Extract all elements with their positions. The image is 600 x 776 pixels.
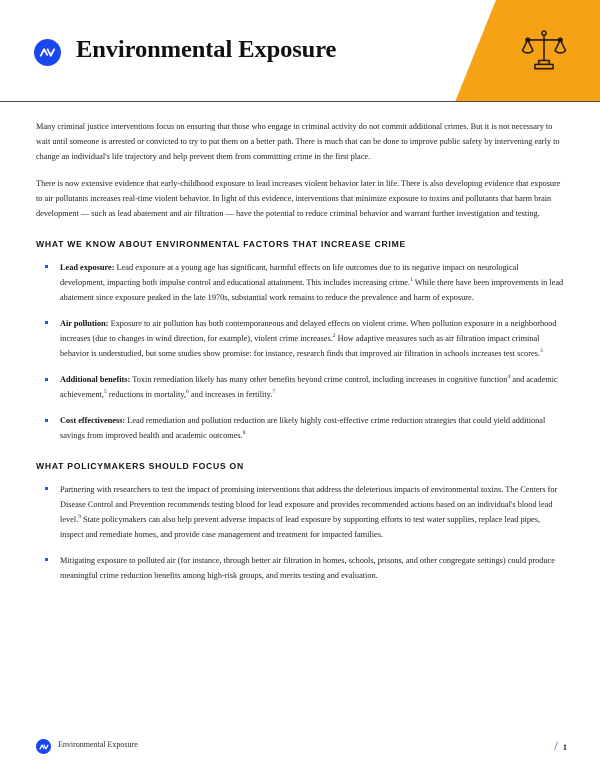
bullet-lead: Cost effectiveness: [60, 416, 126, 426]
list-item [36, 413, 564, 443]
footer-page-indicator [554, 738, 567, 754]
bullet-text: While there have been improvements in lead abatement since exposure peaked in the late 1970s, substantial work remains to reduce the prevalence and harm of exposure. [60, 277, 564, 302]
bullet-text: Mitigating exposure to polluted air (for instance, through better air filtration in homes, schools, prisons, and other congregate settings) could produce meaningful crime reduction benefits among high-risk groups, and merits testing and evaluation. [60, 555, 555, 580]
bullet-lead: Air pollution: [60, 318, 109, 328]
bullet-list-environmental-factors [36, 260, 564, 444]
bullet-marker-icon [45, 321, 48, 324]
page-title: Environmental Exposure [76, 36, 337, 63]
bullet-text: Toxin remediation likely has many other benefits beyond crime control, including increases in cognitive function [130, 375, 508, 385]
bullet-text: and increases in fertility. [188, 390, 273, 400]
bullet-text: and academic achievement, [60, 375, 558, 400]
list-item [36, 372, 564, 402]
bullet-text: Exposure to air pollution has both contemporaneous and delayed effects on violent crime. When pollution exposure in a neighborhood increases (due to changes in wind direction, for example), violent crime increases. [60, 318, 557, 343]
footnote-marker: 4 [507, 374, 511, 381]
intro-paragraph-1: Many criminal justice interventions focus on ensuring that those who engage in criminal activity do not commit additional crimes. But it is not necessary to wait until someone is arrested or convicted to try to put them on a better path. There is much that can be done to improve public safety by intervening early to change an individual's life trajectory and help prevent them from committing crime in the first place. [36, 122, 560, 162]
bullet-lead: Lead exposure: [60, 262, 115, 272]
list-item [36, 553, 564, 583]
footnote-marker: 6 [186, 389, 189, 396]
bullet-text: reductions in mortality, [106, 390, 186, 400]
header-divider [0, 101, 600, 102]
footnote-marker: 5 [104, 389, 107, 396]
bullet-text: Partnering with researchers to test the impact of promising interventions that address the deleterious impacts of environmental toxins. The Centers for Disease Control and Prevention recommends testing blood for lead exposure and provides recommended actions based on an individual's blood lead level. [60, 484, 558, 524]
list-item [36, 482, 564, 542]
footnote-marker: 1 [410, 276, 413, 283]
bullet-marker-icon [45, 419, 48, 422]
list-item [36, 316, 564, 361]
footer-page-number: 1 [562, 743, 567, 752]
list-item [36, 260, 564, 305]
bullet-lead: Additional benefits: [60, 375, 131, 385]
footnote-marker: 3 [539, 348, 543, 355]
scales-of-justice-icon [521, 27, 567, 73]
document-body [36, 119, 564, 583]
intro-paragraph-2: There is now extensive evidence that early-childhood exposure to lead increases violent behavior later in life. There is also developing evidence that exposure to air pollutants increases real-time violent behavior. In light of this evidence, interventions that minimize exposure to toxins and pollutants that harm brain development — such as lead abatement and air filtration — have the potential to reduce criminal behavior and warrant further investigation and testing. [36, 179, 561, 219]
footnote-marker: 2 [332, 333, 336, 340]
section-heading-environmental-factors: WHAT WE KNOW ABOUT ENVIRONMENTAL FACTORS THAT INCREASE CRIME [36, 238, 406, 249]
bullet-text: Lead exposure at a young age has significant, harmful effects on life outcomes due to its negative impact on neurological development, impacting both impulse control and educational attainment. This includes increasing crime. [60, 262, 519, 287]
av-monogram-logo-icon [36, 739, 51, 754]
bullet-list-policymakers [36, 482, 564, 584]
bullet-marker-icon [45, 487, 48, 490]
document-header [0, 0, 600, 102]
bullet-text: How adaptive measures such as air filtration impact criminal behavior is understudied, but some studies show promise: for instance, research finds that improved air filtration in schools increases test scores. [60, 333, 540, 359]
footnote-marker: 8 [242, 430, 246, 437]
bullet-marker-icon [45, 558, 48, 561]
document-footer [0, 718, 600, 776]
bullet-marker-icon [45, 265, 48, 268]
footer-separator: / [554, 738, 558, 753]
bullet-text: State policymakers can also help prevent adverse impacts of lead exposure by supporting efforts to test water supplies, replace lead pipes, inspect and remediate homes, and provide case management and treatment for impacted families. [60, 514, 541, 539]
footnote-marker: 7 [272, 389, 276, 396]
footnote-marker: 9 [78, 513, 81, 520]
section-heading-policymakers: WHAT POLICYMAKERS SHOULD FOCUS ON [36, 460, 244, 471]
bullet-marker-icon [45, 378, 48, 381]
bullet-text: Lead remediation and pollution reduction are likely highly cost-effective crime reduction strategies that could yield additional savings from improved health and academic outcomes. [60, 416, 546, 441]
av-monogram-logo-icon [34, 39, 61, 66]
footer-document-label: Environmental Exposure [58, 740, 138, 749]
